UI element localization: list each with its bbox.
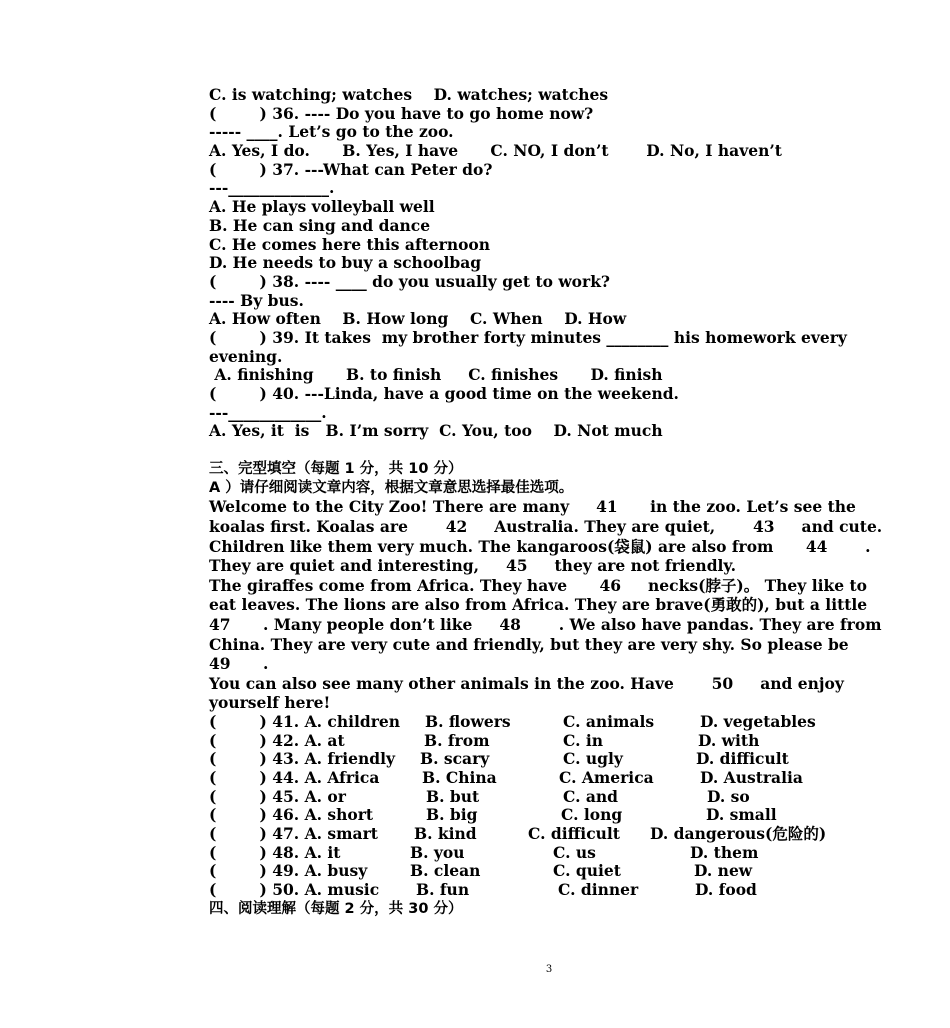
passage-line: China. They are very cute and friendly, but they are very shy. So please be [209, 634, 849, 654]
question-line: A. Yes, I do. B. Yes, I have C. NO, I don’t D. No, I haven’t [209, 141, 782, 161]
option-b: B. but [426, 786, 480, 806]
question-line: C. He comes here this afternoon [209, 234, 491, 254]
question-line: ---- By bus. [209, 290, 304, 310]
question-line: D. He needs to buy a schoolbag [209, 253, 482, 273]
question-line: ---_____________. [209, 178, 335, 198]
cloze-options [209, 713, 899, 900]
question-line: ( ) 39. It takes my brother forty minutes ________ his homework every [209, 327, 847, 347]
option-b: B. kind [414, 824, 477, 844]
cloze-option-row [209, 713, 899, 732]
question-line: A. He plays volleyball well [209, 197, 435, 217]
option-c: C. us [553, 842, 596, 862]
option-c: C. long [561, 805, 623, 825]
option-d: D. so [707, 786, 750, 806]
question-line: ( ) 40. ---Linda, have a good time on the weekend. [209, 384, 679, 403]
option-b: B. China [422, 768, 497, 788]
cloze-option-row [209, 881, 899, 900]
option-b: B. scary [420, 749, 490, 769]
option-c: C. America [559, 768, 654, 788]
option-a: ( ) 48. A. it [209, 842, 341, 862]
option-c: C. ugly [563, 749, 623, 769]
cloze-option-row [209, 825, 899, 844]
cloze-option-row [209, 862, 899, 881]
option-b: B. from [424, 730, 490, 750]
option-a: ( ) 45. A. or [209, 786, 346, 806]
option-a: ( ) 41. A. children [209, 711, 401, 731]
question-line: evening. [209, 346, 283, 366]
cloze-option-row [209, 806, 899, 825]
option-b: B. clean [410, 861, 481, 881]
option-b: B. fun [416, 880, 470, 900]
option-a: ( ) 50. A. music [209, 880, 380, 900]
passage-line: The giraffes come from Africa. They have 46 necks(脖子)。 They like to [209, 575, 867, 595]
question-line: B. He can sing and dance [209, 215, 431, 235]
cloze-option-row [209, 844, 899, 863]
option-a: ( ) 44. A. Africa [209, 768, 380, 788]
option-d: D. vegetables [700, 711, 816, 731]
passage-line: Children like them very much. The kangaroos(袋鼠) are also from 44 . [209, 536, 871, 556]
option-c: C. dinner [558, 880, 639, 900]
option-d: D. dangerous(危险的) [650, 824, 827, 844]
section4-title: 四、阅读理解（每题 2 分，共 30 分） [209, 900, 463, 917]
passage-line: 47 . Many people don’t like 48 . We also have pandas. They are from [209, 615, 882, 634]
exam-page [209, 86, 899, 919]
option-c: C. difficult [528, 824, 620, 844]
option-d: D. small [706, 805, 777, 825]
option-c: C. animals [563, 711, 655, 731]
question-line: ---____________. [209, 402, 327, 422]
option-b: B. big [426, 805, 478, 825]
question-line: ( ) 37. ---What can Peter do? [209, 159, 493, 179]
option-d: D. new [694, 861, 753, 881]
option-a: ( ) 49. A. busy [209, 861, 368, 881]
passage-line: They are quiet and interesting, 45 they are not friendly. [209, 556, 737, 576]
question-line: ( ) 38. ---- ____ do you usually get to work? [209, 271, 611, 291]
question-line: A. Yes, it is B. I’m sorry C. You, too D. Not much [209, 421, 663, 441]
cloze-option-row [209, 732, 899, 751]
option-c: C. quiet [553, 861, 621, 881]
option-d: D. food [695, 880, 757, 900]
section3-instruction: A ）请仔细阅读文章内容，根据文章意思选择最佳选项。 [209, 479, 574, 496]
question-line: A. How often B. How long C. When D. How [209, 309, 627, 329]
question-line: ----- ____. Let’s go to the zoo. [209, 122, 454, 142]
question-line: C. is watching; watches D. watches; watches [209, 85, 609, 104]
cloze-option-row [209, 750, 899, 769]
option-a: ( ) 42. A. at [209, 730, 345, 750]
passage-line: koalas first. Koalas are 42 Australia. They are quiet, 43 and cute. [209, 517, 883, 537]
question-line: A. finishing B. to finish C. finishes D. finish [209, 365, 663, 385]
option-d: D. with [698, 730, 760, 750]
option-b: B. you [410, 842, 465, 862]
option-c: C. and [563, 786, 619, 806]
option-a: ( ) 46. A. short [209, 805, 374, 825]
option-b: B. flowers [425, 711, 511, 731]
option-a: ( ) 43. A. friendly [209, 749, 395, 769]
multiple-choice-section [209, 86, 899, 441]
passage-line: Welcome to the City Zoo! There are many 41 in the zoo. Let’s see the [209, 497, 856, 517]
passage-line: You can also see many other animals in the zoo. Have 50 and enjoy [209, 673, 844, 693]
cloze-passage [209, 497, 899, 713]
spacer [209, 441, 899, 460]
option-a: ( ) 47. A. smart [209, 824, 378, 844]
option-d: D. difficult [696, 749, 789, 769]
passage-line: yourself here! [209, 693, 331, 713]
option-d: D. Australia [700, 768, 803, 788]
question-line: ( ) 36. ---- Do you have to go home now? [209, 103, 594, 123]
passage-line: eat leaves. The lions are also from Africa. They are brave(勇敢的), but a little [209, 595, 868, 615]
page-number: 3 [545, 964, 553, 975]
section3-title: 三、完型填空（每题 1 分，共 10 分） [209, 461, 463, 478]
option-c: C. in [563, 730, 604, 750]
option-d: D. them [690, 842, 759, 862]
cloze-option-row [209, 769, 899, 788]
cloze-option-row [209, 788, 899, 807]
passage-line: 49 . [209, 654, 269, 674]
